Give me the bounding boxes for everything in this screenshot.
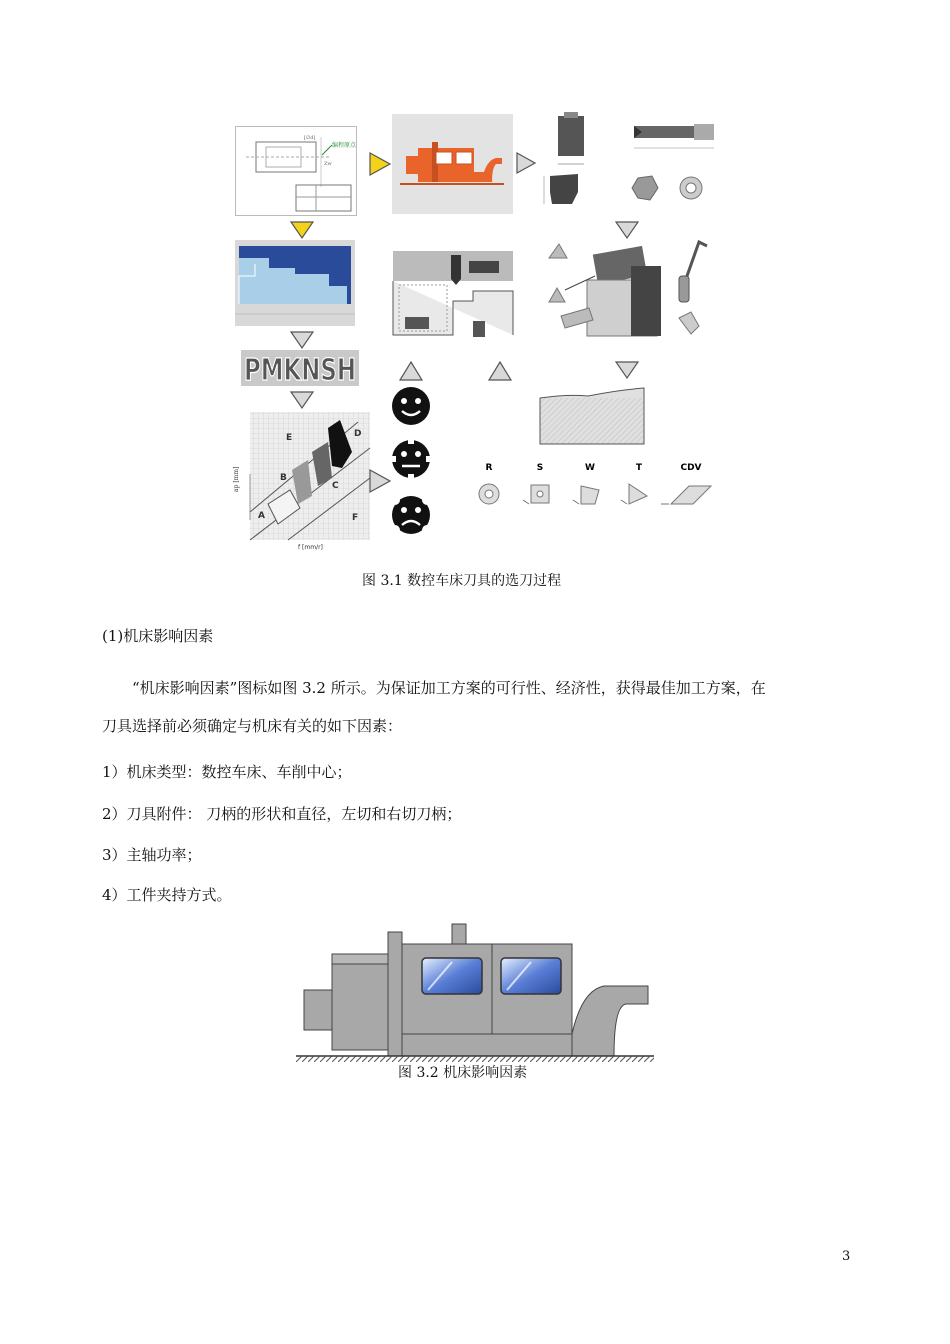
svg-text:F: F	[352, 513, 359, 523]
figure-3-1-caption: 图 3.1 数控车床刀具的选刀过程	[362, 573, 562, 589]
machining-section	[393, 251, 513, 339]
machine-icon-orange	[392, 114, 513, 214]
drawing-label: 编程原点	[332, 142, 357, 149]
happy-face-icon	[391, 386, 431, 426]
yellow-arrow-down-icon	[289, 220, 315, 240]
svg-text:C: C	[332, 481, 339, 491]
yellow-arrow-right-icon	[368, 151, 392, 177]
insert-label-t: T	[635, 463, 643, 473]
figure-3-2-caption: 图 3.2 机床影响因素	[398, 1065, 528, 1081]
gray-arrow-right-icon	[368, 468, 392, 494]
sad-face-icon	[391, 494, 431, 536]
svg-text:[∅d]: [∅d]	[304, 135, 316, 141]
tool-assembly	[535, 236, 720, 348]
insert-label-s: S	[536, 463, 544, 473]
svg-text:Zw: Zw	[324, 161, 332, 167]
figure-3-1	[228, 108, 728, 551]
gray-arrow-right-icon	[515, 151, 537, 175]
svg-text:B: B	[280, 473, 287, 483]
chip-section	[538, 388, 648, 450]
insert-label-cdv: CDV	[680, 463, 702, 473]
svg-text:D: D	[354, 429, 362, 439]
engineering-drawing	[235, 126, 357, 216]
section-heading: (1)机床影响因素	[102, 627, 214, 645]
gray-arrow-up-icon	[487, 360, 513, 382]
insert-label-r: R	[485, 463, 493, 473]
list-item: 2）刀具附件： 刀柄的形状和直径，左切和右切刀柄；	[102, 805, 462, 823]
figure-3-2-machine-illustration	[296, 924, 656, 1064]
tool-holders	[538, 108, 718, 218]
neutral-face-icon	[391, 438, 431, 480]
page-number: 3	[842, 1249, 851, 1264]
insert-shapes	[473, 460, 723, 520]
gray-arrow-down-icon	[289, 390, 315, 410]
paragraph-line-2: 刀具选择前必须确定与机床有关的如下因素：	[102, 717, 403, 735]
grid-axis-x: f [mm/r]	[298, 544, 323, 551]
workpiece-blue	[235, 240, 355, 326]
paragraph-line-1: “机床影响因素”图标如图 3.2 所示。为保证加工方案的可行性、经济性，获得最佳加工方案，在	[132, 679, 766, 697]
pmknsh-text: PMKNSH	[244, 353, 356, 388]
svg-text:A: A	[258, 511, 265, 521]
insert-label-w: W	[585, 463, 595, 473]
gray-arrow-up-icon	[398, 360, 424, 382]
list-item: 1）机床类型：数控车床、车削中心；	[102, 763, 352, 781]
gray-arrow-down-icon	[289, 330, 315, 350]
gray-arrow-down-icon	[614, 360, 640, 380]
chip-breaking-grid	[228, 408, 378, 548]
list-item: 4）工件夹持方式。	[102, 886, 232, 904]
svg-text:E: E	[286, 433, 293, 443]
pmknsh-materials-banner	[241, 350, 359, 386]
list-item: 3）主轴功率；	[102, 846, 202, 864]
grid-axis-y: ap [mm]	[233, 466, 240, 492]
